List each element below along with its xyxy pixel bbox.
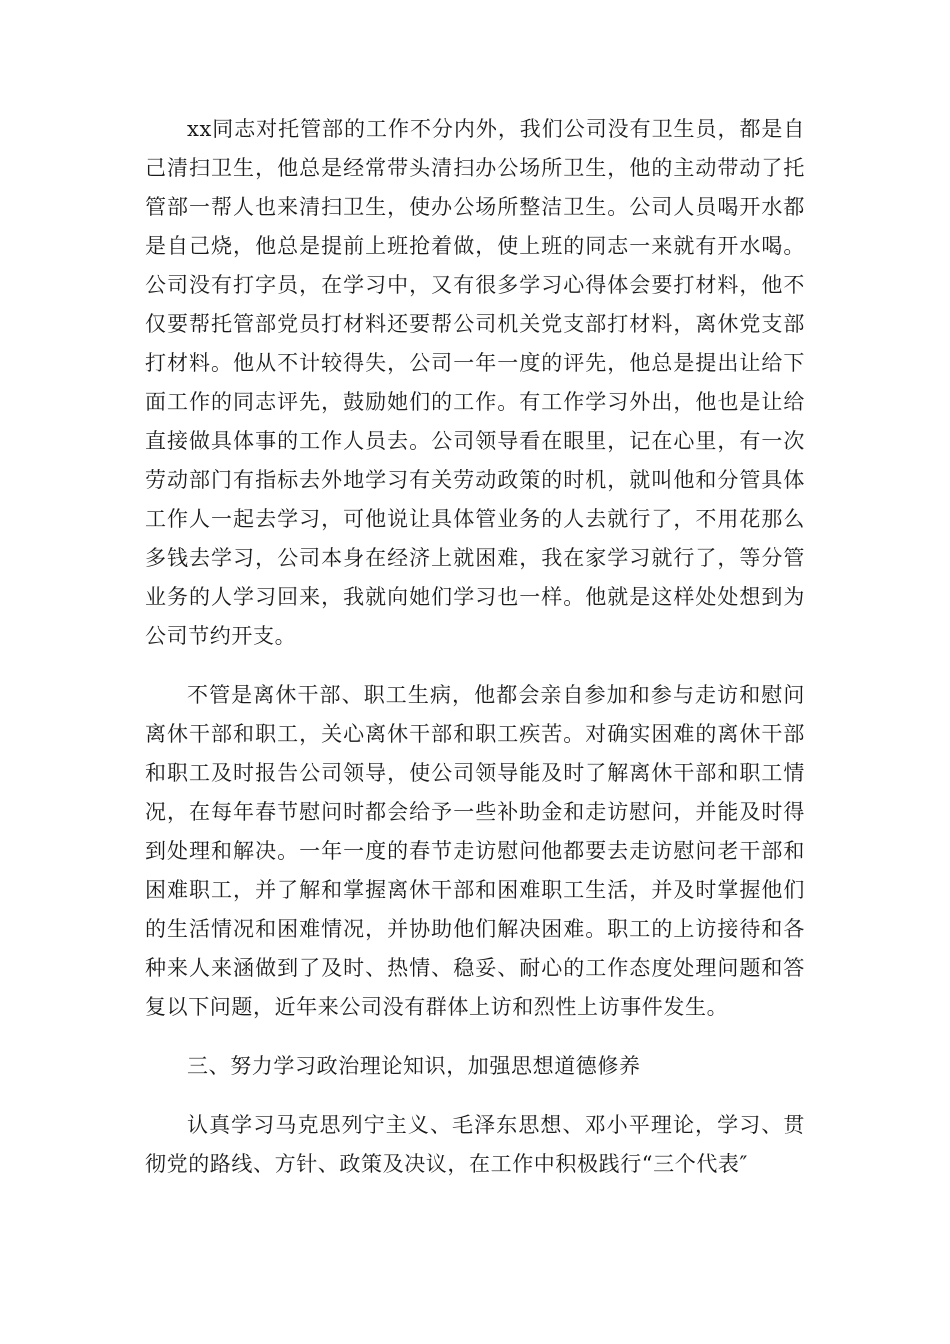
document-body (145, 110, 805, 1204)
body-paragraph-3: 认真学习马克思列宁主义、毛泽东思想、邓小平理论，学习、贯彻党的路线、方针、政策及决议，在工作中积极践行“三个代表″ (145, 1113, 805, 1176)
body-paragraph-2: 不管是离休干部、职工生病，他都会亲自参加和参与走访和慰问离休干部和职工，关心离休干部和职工疾苦。对确实困难的离休干部和职工及时报告公司领导，使公司领导能及时了解离休干部和职工情况，在每年春节慰问时都会给予一些补助金和走访慰问，并能及时得到处理和解决。一年一度的春节走访慰问他都要去走访慰问老干部和困难职工，并了解和掌握离休干部和困难职工生活，并及时掌握他们的生活情况和困难情况，并协助他们解决困难。职工的上访接待和各种来人来涵做到了及时、热情、稳妥、耐心的工作态度处理问题和答复以下问题，近年来公司没有群体上访和烈性上访事件发生。 (145, 683, 805, 1019)
body-paragraph-1: xx同志对托管部的工作不分内外，我们公司没有卫生员，都是自己清扫卫生，他总是经常带头清扫办公场所卫生，他的主动带动了托管部一帮人也来清扫卫生，使办公场所整洁卫生。公司人员喝开水都是自己烧，他总是提前上班抢着做，使上班的同志一来就有开水喝。公司没有打字员，在学习中，又有很多学习心得体会要打材料，他不仅要帮托管部党员打材料还要帮公司机关党支部打材料，离休党支部打材料。他从不计较得失，公司一年一度的评先，他总是提出让给下面工作的同志评先，鼓励她们的工作。有工作学习外出，他也是让给直接做具体事的工作人员去。公司领导看在眼里，记在心里，有一次劳动部门有指标去外地学习有关劳动政策的时机，就叫他和分管具体工作人一起去学习，可他说让具体管业务的人去就行了，不用花那么多钱去学习，公司本身在经济上就困难，我在家学习就行了，等分管业务的人学习回来，我就向她们学习也一样。他就是这样处处想到为公司节约开支。 (145, 117, 805, 648)
section-heading: 三、努力学习政治理论知识，加强思想道德修养 (187, 1054, 641, 1078)
